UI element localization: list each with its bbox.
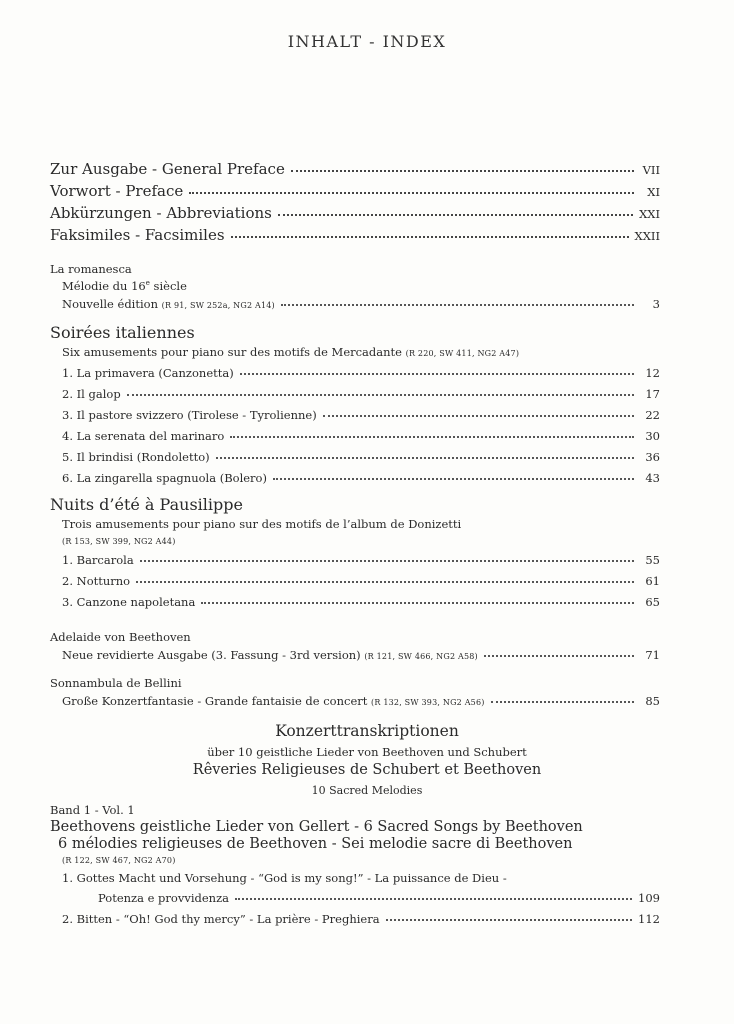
toc-entry[interactable] <box>50 694 660 708</box>
catalog-ref: (R 91, SW 252a, NG2 A14) <box>161 301 275 310</box>
catalog-ref: (R 132, SW 393, NG2 A56) <box>371 698 485 707</box>
leader-dots <box>240 373 634 375</box>
toc-label: 2. Notturno <box>62 574 131 588</box>
toc-entry[interactable] <box>50 553 660 574</box>
leader-dots <box>140 560 634 562</box>
toc-label: Vorwort - Preface <box>50 182 184 200</box>
toc-label: 6. La zingarella spagnuola (Bolero) <box>62 471 267 485</box>
leader-dots <box>230 436 634 438</box>
toc-page: 61 <box>645 574 660 588</box>
toc-page: 109 <box>638 891 660 905</box>
section-title: Nuits d’été à Pausilippe <box>50 495 243 514</box>
toc-label: Potenza e provvidenza <box>98 891 230 905</box>
toc-entry[interactable] <box>50 595 660 616</box>
toc-page: 12 <box>645 366 660 380</box>
konzert-french-title: Rêveries Religieuses de Schubert et Beethoven <box>192 762 542 778</box>
toc-entry[interactable] <box>50 226 660 248</box>
toc-label: Große Konzertfantasie - Grande fantaisie de concert (R 132, SW 393, NG2 A56) <box>62 694 485 708</box>
catalog-ref: (R 153, SW 399, NG2 A44) <box>62 537 176 546</box>
leader-dots <box>281 304 634 306</box>
leader-dots <box>201 602 634 604</box>
toc-entry[interactable] <box>50 204 660 226</box>
toc-entry[interactable] <box>50 574 660 595</box>
toc-page: VII <box>642 163 660 177</box>
toc-label: 5. Il brindisi (Rondoletto) <box>62 450 210 464</box>
toc-page: 85 <box>645 694 660 708</box>
toc-page: XI <box>647 185 660 199</box>
section-romanesca <box>50 262 660 311</box>
section-adelaide <box>50 630 660 662</box>
toc-page: 30 <box>645 429 660 443</box>
toc-entry[interactable] <box>50 912 660 926</box>
toc-entry[interactable] <box>50 297 660 311</box>
section-title: Soirées italiennes <box>50 323 195 342</box>
leader-dots <box>231 236 629 238</box>
toc-page: XXI <box>639 207 660 221</box>
leader-dots <box>291 170 634 172</box>
toc-entry[interactable] <box>50 160 660 182</box>
section-title: Sonnambula de Bellini <box>50 676 182 690</box>
leader-dots <box>484 655 634 657</box>
toc-page: 22 <box>645 408 660 422</box>
toc-page: 3 <box>652 297 660 311</box>
toc-entry[interactable] <box>50 891 660 905</box>
toc-label: 2. Il galop <box>62 387 121 401</box>
section-title: La romanesca <box>50 262 132 276</box>
konzert-english-title: 10 Sacred Melodies <box>311 784 423 797</box>
toc-entry[interactable] <box>50 429 660 450</box>
leader-dots <box>235 898 632 900</box>
leader-dots <box>491 701 634 703</box>
catalog-ref: (R 121, SW 466, NG2 A58) <box>364 652 478 661</box>
toc-page: 55 <box>645 553 660 567</box>
page-header: INHALT - INDEX <box>287 32 447 51</box>
toc-entry[interactable] <box>50 450 660 471</box>
toc-label: 3. Canzone napoletana <box>62 595 196 609</box>
section-subtitle: Six amusements pour piano sur des motifs de Mercadante (R 220, SW 411, NG2 A47) <box>62 345 520 359</box>
toc-label: 4. La serenata del marinaro <box>62 429 225 443</box>
section-subtitle: Trois amusements pour piano sur des motifs de l’album de Donizetti <box>62 517 462 531</box>
toc-page: 71 <box>645 648 660 662</box>
volume-title: Beethovens geistliche Lieder von Gellert - 6 Sacred Songs by Beethoven <box>50 819 583 835</box>
toc-entry[interactable] <box>50 366 660 387</box>
toc-label: Nouvelle édition (R 91, SW 252a, NG2 A14) <box>62 297 275 311</box>
konzert-subtitle: über 10 geistliche Lieder von Beethoven und Schubert <box>207 745 527 759</box>
section-subtitle: Mélodie du 16e siècle <box>62 279 187 293</box>
toc-label: 1. Barcarola <box>62 553 134 567</box>
toc-label: Neue revidierte Ausgabe (3. Fassung - 3rd version) (R 121, SW 466, NG2 A58) <box>62 648 478 662</box>
toc-label: Faksimiles - Facsimiles <box>50 226 225 244</box>
section-band-1 <box>50 803 660 926</box>
leader-dots <box>278 214 633 216</box>
toc-entry[interactable] <box>50 408 660 429</box>
front-matter-list <box>50 160 660 248</box>
catalog-ref: (R 122, SW 467, NG2 A70) <box>62 856 176 865</box>
toc-label: 1. Gottes Macht und Vorsehung - “God is my song!” - La puissance de Dieu - <box>62 871 507 885</box>
toc-entry[interactable] <box>50 182 660 204</box>
section-sonnambula <box>50 676 660 708</box>
section-nuits <box>50 495 660 616</box>
leader-dots <box>323 415 634 417</box>
toc-page: 17 <box>645 387 660 401</box>
toc-entry[interactable] <box>50 387 660 408</box>
toc-page: 43 <box>645 471 660 485</box>
toc-page: 36 <box>645 450 660 464</box>
toc-label: Abkürzungen - Abbreviations <box>50 204 272 222</box>
toc-entry[interactable] <box>50 648 660 662</box>
leader-dots <box>189 192 634 194</box>
catalog-ref: (R 220, SW 411, NG2 A47) <box>405 349 520 358</box>
leader-dots <box>127 394 634 396</box>
leader-dots <box>273 478 634 480</box>
volume-label: Band 1 - Vol. 1 <box>50 803 135 817</box>
toc-entry[interactable] <box>50 471 660 492</box>
toc-label: 2. Bitten - “Oh! God thy mercy” - La prière - Preghiera <box>62 912 380 926</box>
toc-label: 3. Il pastore svizzero (Tirolese - Tyrolienne) <box>62 408 317 422</box>
leader-dots <box>136 581 634 583</box>
toc-page: XXII <box>634 229 660 243</box>
konzert-title: Konzerttranskriptionen <box>275 722 459 740</box>
toc-label: 1. La primavera (Canzonetta) <box>62 366 234 380</box>
section-soirees <box>50 323 660 492</box>
volume-subtitle: 6 mélodies religieuses de Beethoven - Sei melodie sacre di Beethoven <box>58 836 573 852</box>
section-title: Adelaide von Beethoven <box>50 630 191 644</box>
leader-dots <box>386 919 632 921</box>
toc-page: 112 <box>638 912 660 926</box>
toc-page: 65 <box>645 595 660 609</box>
leader-dots <box>216 457 634 459</box>
toc-label: Zur Ausgabe - General Preface <box>50 160 285 178</box>
